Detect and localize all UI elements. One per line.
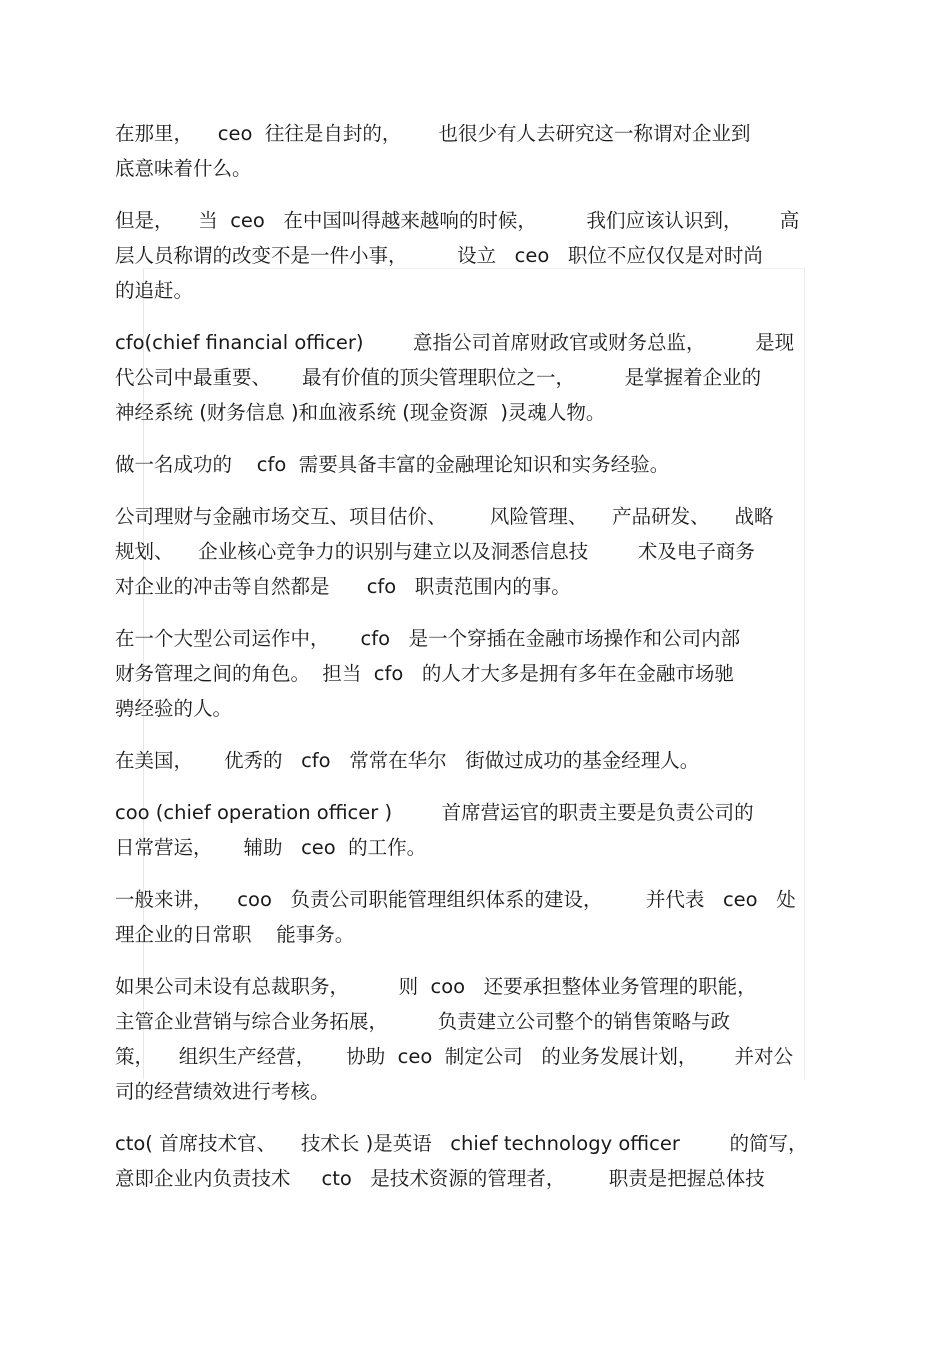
text-line: 但是， 当 ceo 在中国叫得越来越响的时候， 我们应该认识到， 高 xyxy=(115,209,800,232)
text-line: 日常营运， 辅助 ceo 的工作。 xyxy=(115,836,427,859)
paragraph xyxy=(115,969,840,1109)
text-line: 意即企业内负责技术 cto 是技术资源的管理者， 职责是把握总体技 xyxy=(115,1167,765,1190)
text-line: 如果公司未设有总裁职务， 则 coo 还要承担整体业务管理的职能， xyxy=(115,975,757,998)
text-line: 司的经营绩效进行考核。 xyxy=(115,1080,330,1103)
paragraph xyxy=(115,116,840,186)
text-line: 一般来讲， coo 负责公司职能管理组织体系的建设， 并代表 ceo 处 xyxy=(115,888,796,911)
paragraph xyxy=(115,203,840,308)
paragraph xyxy=(115,882,840,952)
text-line: 理企业的日常职 能事务。 xyxy=(115,923,355,946)
text-line: coo (chief operation officer ) 首席营运官的职责主要是负责公司的 xyxy=(115,801,754,824)
paragraph xyxy=(115,325,840,430)
text-line: 策， 组织生产经营， 协助 ceo 制定公司 的业务发展计划， 并对公 xyxy=(115,1045,794,1068)
text-line: cto( 首席技术官、 技术长 )是英语 chief technology officer 的简写， xyxy=(115,1132,808,1155)
text-line: 在一个大型公司运作中， cfo 是一个穿插在金融市场操作和公司内部 xyxy=(115,627,741,650)
paragraph xyxy=(115,743,840,778)
text-line: 代公司中最重要、 最有价值的顶尖管理职位之一， 是掌握着企业的 xyxy=(115,366,762,389)
paragraph xyxy=(115,621,840,726)
text-line: 在美国， 优秀的 cfo 常常在华尔 街做过成功的基金经理人。 xyxy=(115,749,700,772)
paragraph xyxy=(115,447,840,482)
document-body xyxy=(115,116,840,1213)
text-line: 底意味着什么。 xyxy=(115,157,252,180)
text-line: 在那里， ceo 往往是自封的， 也很少有人去研究这一称谓对企业到 xyxy=(115,122,751,145)
text-line: 规划、 企业核心竞争力的识别与建立以及洞悉信息技 术及电子商务 xyxy=(115,540,755,563)
paragraph xyxy=(115,499,840,604)
text-line: 层人员称谓的改变不是一件小事， 设立 ceo 职位不应仅仅是对时尚 xyxy=(115,244,763,267)
text-line: 骋经验的人。 xyxy=(115,697,233,720)
text-line: 的追赶。 xyxy=(115,279,194,302)
text-line: 神经系统 (财务信息 )和血液系统 (现金资源 )灵魂人物。 xyxy=(115,401,606,424)
text-line: 财务管理之间的角色。 担当 cfo 的人才大多是拥有多年在金融市场驰 xyxy=(115,662,734,685)
paragraph xyxy=(115,795,840,865)
text-line: 做一名成功的 cfo 需要具备丰富的金融理论知识和实务经验。 xyxy=(115,453,670,476)
text-line: 对企业的冲击等自然都是 cfo 职责范围内的事。 xyxy=(115,575,571,598)
text-line: cfo(chief financial officer) 意指公司首席财政官或财务总监， 是现 xyxy=(115,331,795,354)
text-line: 主管企业营销与综合业务拓展， 负责建立公司整个的销售策略与政 xyxy=(115,1010,731,1033)
paragraph xyxy=(115,1126,840,1196)
text-line: 公司理财与金融市场交互、项目估价、 风险管理、 产品研发、 战略 xyxy=(115,505,774,528)
